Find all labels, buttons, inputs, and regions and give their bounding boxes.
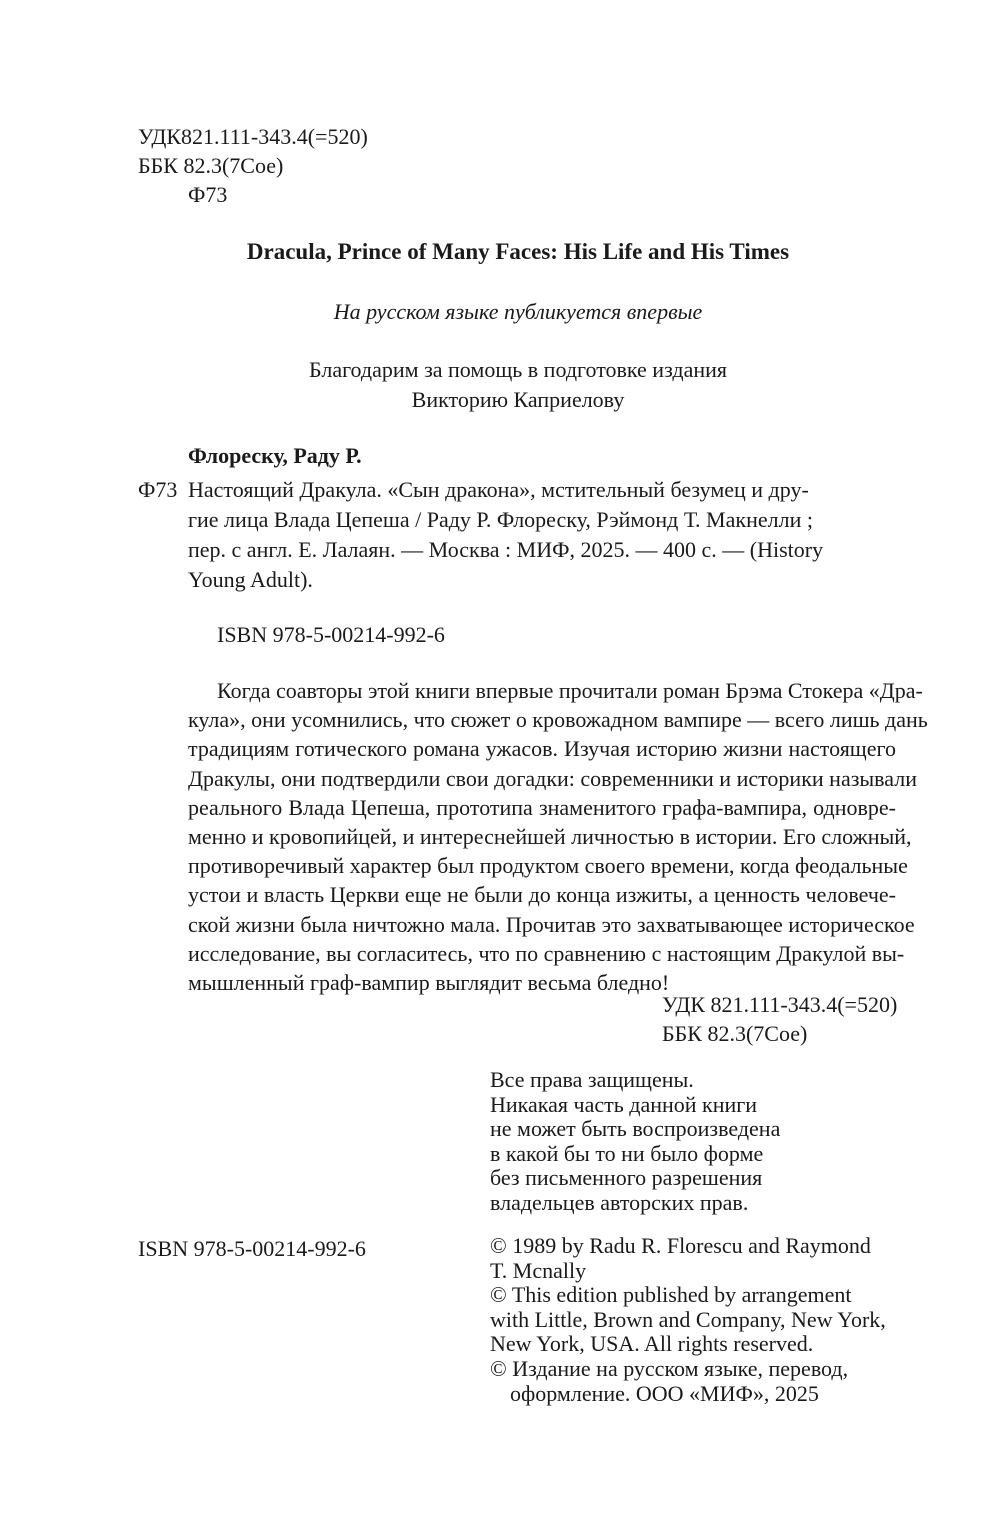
annotation-line: менно и кровопийцей, и интереснейшей личностью в истории. Его сложный, [188,823,912,849]
record-isbn: ISBN 978-5-00214-992-6 [217,622,445,647]
rights-line: в какой бы то ни было форме [490,1140,764,1166]
rights-line: Никакая часть данной книги [490,1091,758,1117]
copyright-line: © 1989 by Radu R. Florescu and Raymond [490,1233,871,1258]
copyright-line: © Издание на русском языке, перевод, [490,1355,849,1381]
udk-code: УДК 821.111-343.4(=520) [662,992,898,1017]
annotation-line: противоречивый характер был продуктом своего времени, когда феодальные [188,853,908,879]
rights-line: владельцев авторских прав. [490,1189,749,1215]
rights-line: Все права защищены. [490,1067,694,1092]
annotation-line: традициям готического романа ужасов. Изучая историю жизни настоящего [188,736,896,762]
rights-line: без письменного разрешения [490,1165,763,1191]
annotation [188,676,928,997]
annotation-line: Дракулы, они подтвердили свои догадки: современники и историки называли [188,765,917,791]
bbk-code: ББК 82.3(7Сое) [662,1021,808,1046]
acknowledgement-line: Благодарим за помощь в подготовке издания [309,357,727,382]
annotation-line: Когда соавторы этой книги впервые прочитали роман Брэма Стокера «Дра- [217,678,923,703]
rights-line: не может быть воспроизведена [490,1116,781,1142]
classification-codes [662,990,897,1048]
bib-line: Настоящий Дракула. «Сын дракона», мстительный безумец и дру- [188,477,809,502]
annotation-line: мышленный граф-вампир выглядит весьма бледно! [188,969,670,995]
copyright-line: New York, USA. All rights reserved. [490,1331,814,1357]
header-classification-codes [138,122,538,209]
bib-line: Young Adult). [188,567,313,592]
record-author-mark: Ф73 [138,477,178,502]
udk-code: УДК821.111-343.4(=520) [138,124,368,149]
annotation-line: ской жизни была ничтожно мала. Прочитав это захватывающее историческое [188,911,915,937]
bib-line: пер. с англ. Е. Лалаян. — Москва : МИФ, 2025. — 400 с. — (History [188,537,824,562]
annotation-line: устои и власть Церкви еще не были до конца изжиты, а ценность человече- [188,882,896,908]
annotation-line: кула», они усомнились, что сюжет о кровожадном вампире — всего лишь дань [188,707,928,733]
original-title: Dracula, Prince of Many Faces: His Life and His Times [246,239,790,264]
acknowledgement-line: Викторию Каприелову [411,387,625,412]
annotation-line: реального Влада Цепеша, прототипа знаменитого графа-вампира, одновре- [188,794,896,820]
bib-line: гие лица Влада Цепеша / Раду Р. Флореску, Рэймонд Т. Макнелли ; [188,507,813,532]
copyright-block [490,1234,910,1406]
record-author: Флореску, Раду Р. [188,443,362,468]
author-mark: Ф73 [188,182,228,207]
copyright-line: with Little, Brown and Company, New York, [490,1306,886,1332]
annotation-line: исследование, вы согласитесь, что по сравнению с настоящим Дракулой вы- [188,940,905,966]
bibliographic-description [188,475,896,595]
copyright-line: © This edition published by arrangement [490,1282,852,1308]
first-publication-note: На русском языке публикуется впервые [333,299,703,324]
copyright-line: T. Mcnally [490,1257,587,1283]
rights-notice [490,1068,780,1216]
copyright-line: оформление. ООО «МИФ», 2025 [510,1380,819,1406]
bbk-code: ББК 82.3(7Сое) [138,153,284,178]
acknowledgement [100,355,936,415]
isbn: ISBN 978-5-00214-992-6 [138,1236,366,1261]
